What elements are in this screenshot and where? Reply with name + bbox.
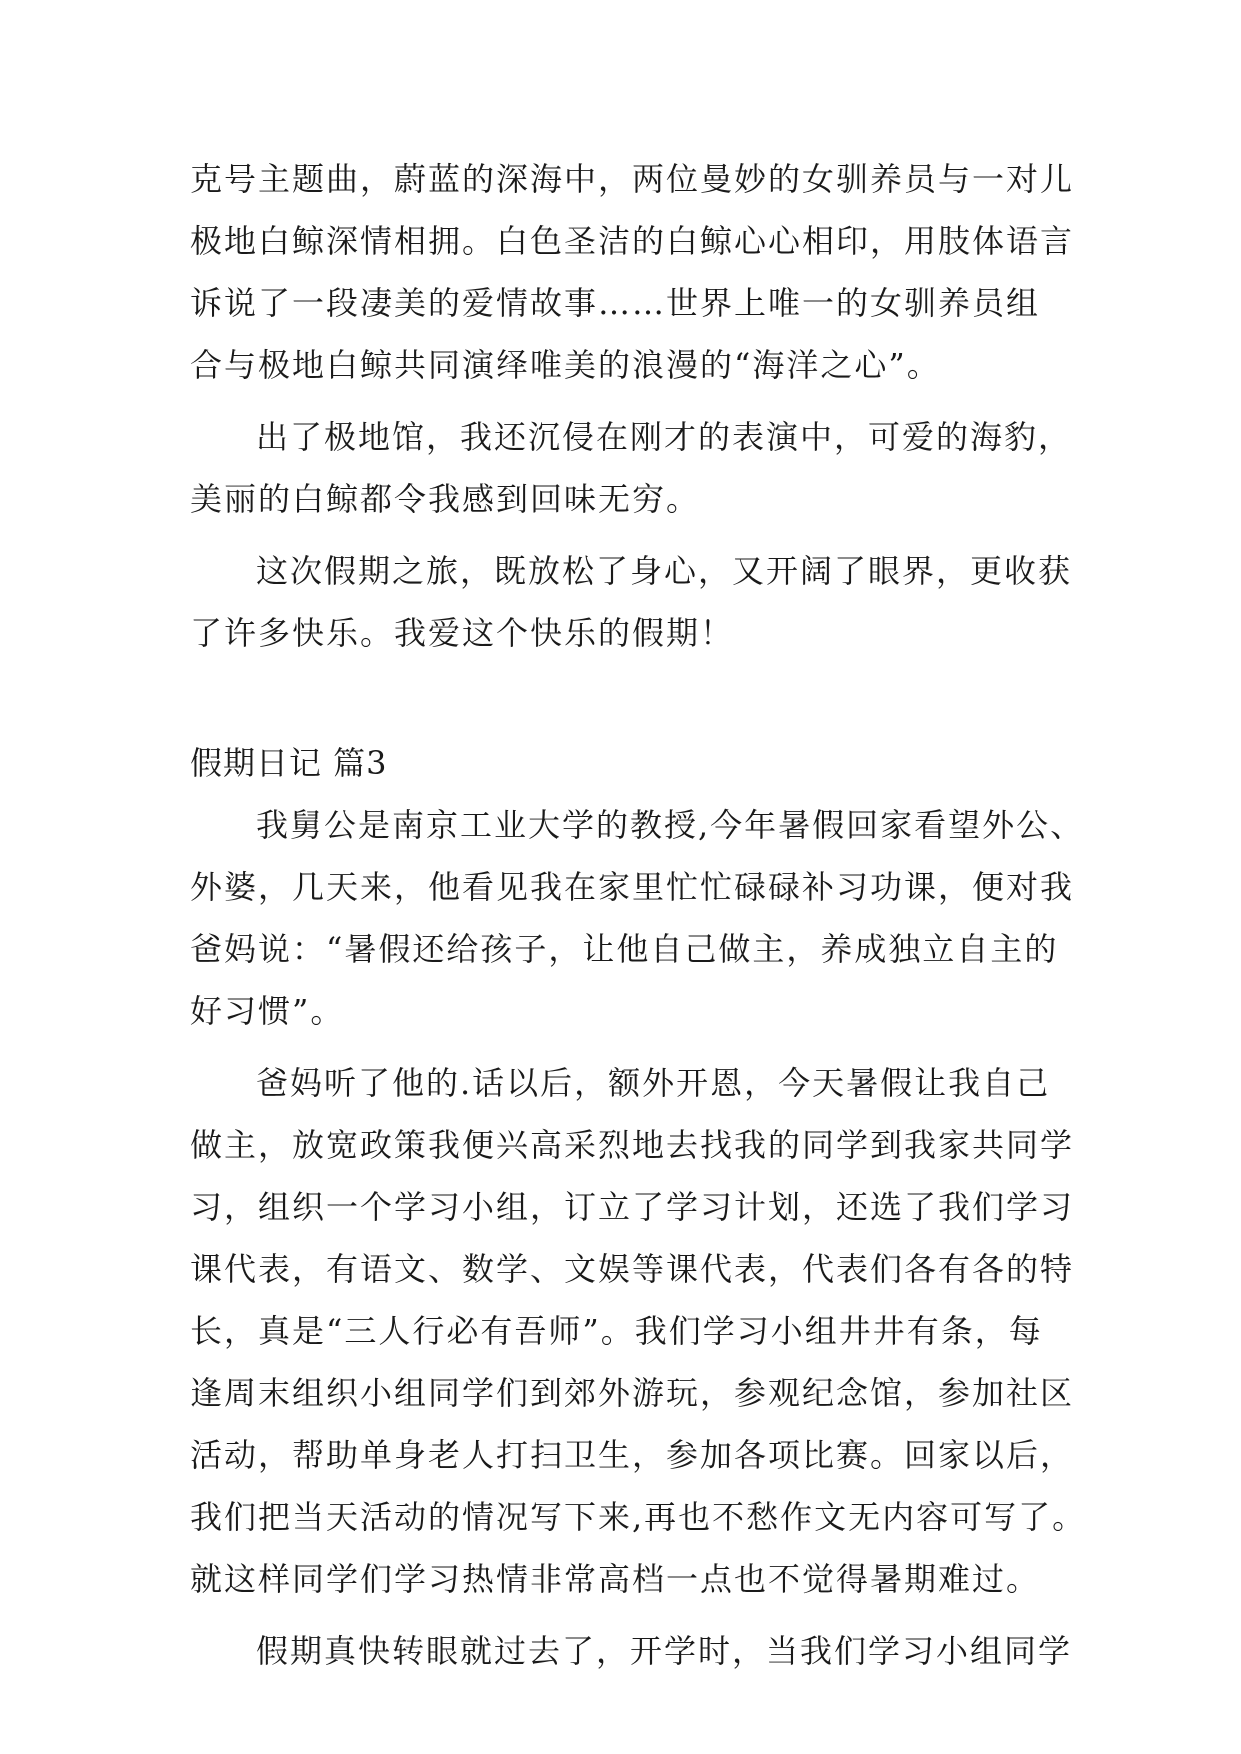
paragraph [190,794,1085,1042]
text-line: 外婆，几天来，他看见我在家里忙忙碌碌补习功课，便对我 [190,868,1075,906]
text-line: 诉说了一段凄美的爱情故事……世界上唯一的女驯养员组 [190,284,1041,322]
text-line: 克号主题曲，蔚蓝的深海中，两位曼妙的女驯养员与一对儿 [190,160,1075,198]
paragraph [190,148,1075,396]
text-line: 逢周末组织小组同学们到郊外游玩，参观纪念馆，参加社区 [190,1374,1075,1412]
paragraph [190,1620,1073,1682]
text-line: 这次假期之旅，既放松了身心，又开阔了眼界，更收获 [256,552,1073,590]
text-line: 美丽的白鲸都令我感到回味无穷。 [190,480,701,518]
text-line: 活动，帮助单身老人打扫卫生，参加各项比赛。回家以后， [190,1436,1075,1474]
text-line: 课代表，有语文、数学、文娱等课代表，代表们各有各的特 [190,1250,1075,1288]
paragraph [190,540,1073,664]
text-line: 了许多快乐。我爱这个快乐的假期！ [190,614,735,652]
text-line: 出了极地馆，我还沉侵在刚才的表演中，可爱的海豹， [256,418,1073,456]
text-line: 好习惯”。 [190,992,345,1030]
document-page [190,148,1087,1682]
text-line: 爸妈说：“暑假还给孩子，让他自己做主，养成独立自主的 [190,930,1059,968]
text-line: 习，组织一个学习小组，订立了学习计划，还选了我们学习 [190,1188,1075,1226]
section-heading: 假期日记 篇3 [190,744,388,782]
text-line: 极地白鲸深情相拥。白色圣洁的白鲸心心相印，用肢体语言 [190,222,1075,260]
text-line: 假期真快转眼就过去了，开学时，当我们学习小组同学 [256,1632,1073,1670]
text-line: 合与极地白鲸共同演绎唯美的浪漫的“海洋之心”。 [190,346,941,384]
text-line: 做主，放宽政策我便兴高采烈地去找我的同学到我家共同学 [190,1126,1075,1164]
paragraph [190,1052,1087,1610]
paragraph [190,406,1073,530]
text-line: 爸妈听了他的.话以后，额外开恩，今天暑假让我自己 [256,1064,1051,1102]
text-line: 我们把当天活动的情况写下来,再也不愁作文无内容可写了。 [190,1498,1087,1536]
text-line: 长，真是“三人行必有吾师”。我们学习小组井井有条，每 [190,1312,1043,1350]
text-line: 我舅公是南京工业大学的教授,今年暑假回家看望外公、 [256,806,1085,844]
text-line: 就这样同学们学习热情非常高档一点也不觉得暑期难过。 [190,1560,1041,1598]
